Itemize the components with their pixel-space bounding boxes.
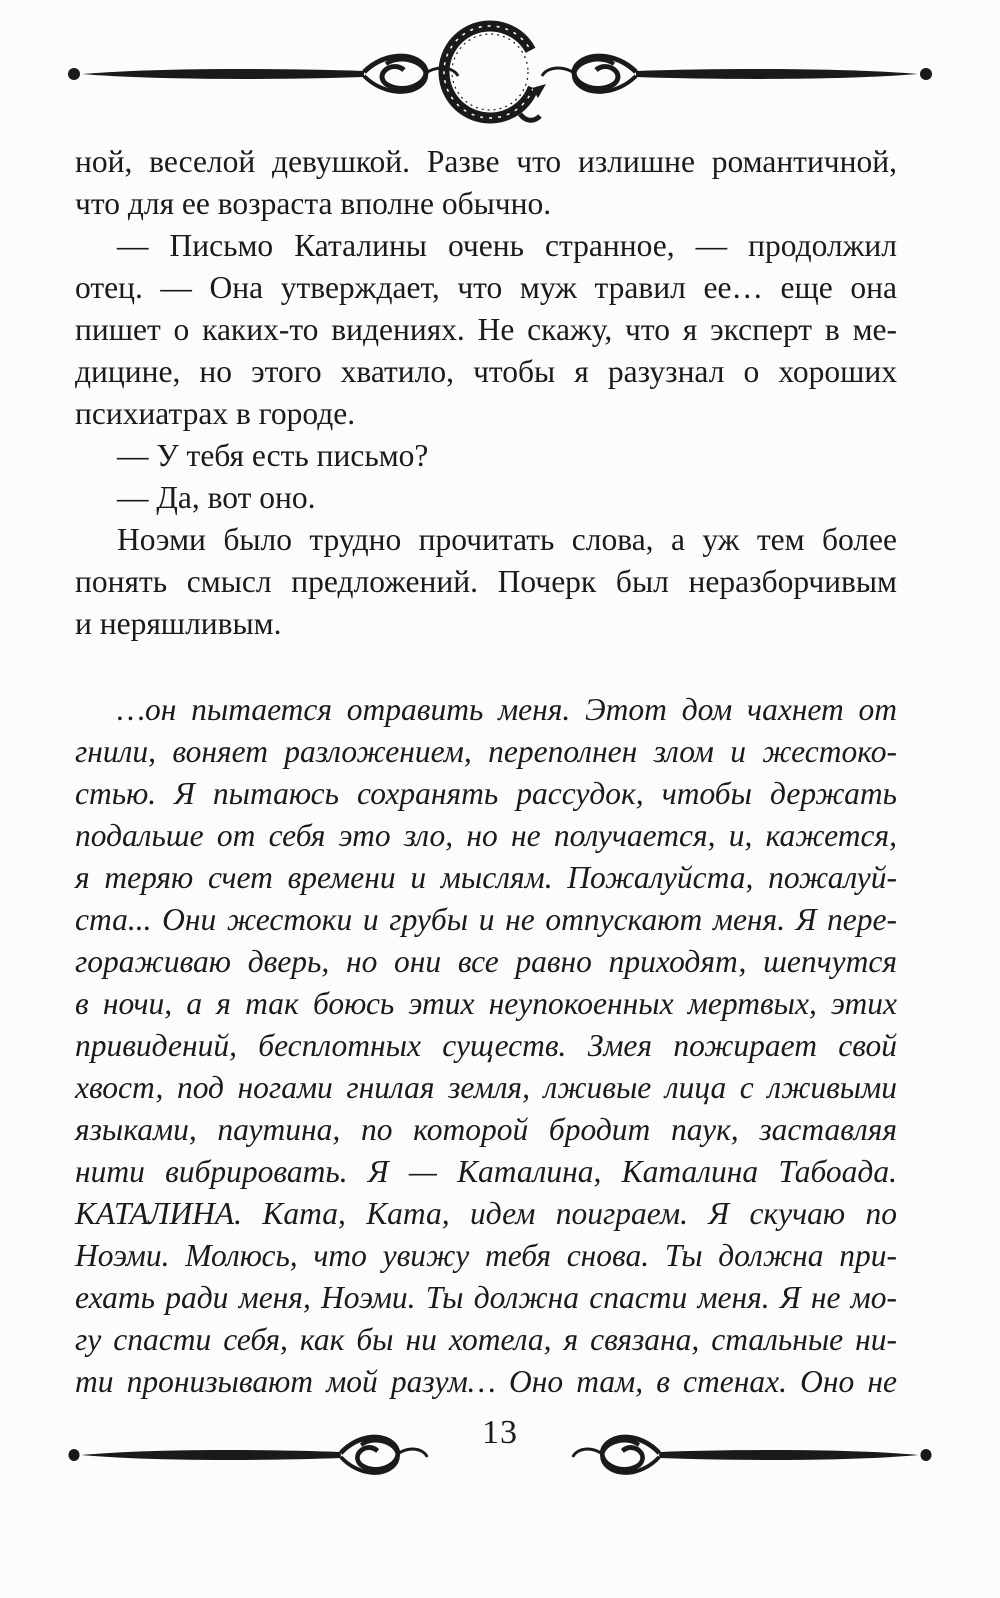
text-line: и неряшливым.	[75, 606, 282, 641]
paragraph-gap	[75, 645, 897, 689]
text-line: я теряю счет времени и мыслям. Пожалуйста, пожалуй-	[75, 860, 897, 895]
text-line: гнили, воняет разложением, переполнен злом и жестоко-	[75, 734, 897, 769]
text-line: ста... Они жестоки и грубы и не отпускают меня. Я пере-	[75, 902, 897, 937]
left-flourish-icon	[68, 56, 458, 92]
text-line: языками, паутина, по которой бродит паук, заставляя	[75, 1112, 897, 1147]
paragraph	[75, 477, 897, 519]
paragraph	[75, 225, 897, 435]
text-line: в ночи, а я так боюсь этих неупокоенных мертвых, этих	[75, 986, 897, 1021]
text-line: — У тебя есть письмо?	[117, 438, 429, 473]
text-line: …он пытается отравить меня. Этот дом чахнет от	[117, 692, 897, 727]
text-line: отец. — Она утверждает, что муж травил ее… еще она	[75, 270, 897, 305]
text-line: гораживаю дверь, но они все равно приходят, шепчутся	[75, 944, 897, 979]
right-flourish-icon	[542, 56, 932, 92]
paragraph	[75, 141, 897, 225]
ouroboros-icon	[431, 14, 549, 131]
body-text	[75, 141, 897, 1403]
top-ornament	[0, 14, 1000, 134]
text-line: психиатрах в городе.	[75, 396, 356, 431]
text-line: что для ее возраста вполне обычно.	[75, 186, 552, 221]
text-line: пишет о каких-то видениях. Не скажу, что я эксперт в ме-	[75, 312, 897, 347]
text-line: Ноэми было трудно прочитать слова, а уж тем более	[117, 522, 897, 557]
text-line: — Да, вот оно.	[117, 480, 316, 515]
text-line: ной, веселой девушкой. Разве что излишне романтичной,	[75, 144, 897, 179]
text-line: хвост, под ногами гнилая земля, лживые лица с лживыми	[75, 1070, 897, 1105]
text-line: дицине, но этого хватило, чтобы я разузнал о хороших	[75, 354, 897, 389]
letter-quote-paragraph	[75, 689, 897, 1403]
text-line: Ноэми. Молюсь, что увижу тебя снова. Ты должна при-	[75, 1238, 897, 1273]
paragraph	[75, 435, 897, 477]
text-line: подальше от себя это зло, но не получается, и, кажется,	[75, 818, 897, 853]
text-line: ти пронизывают мой разум… Оно там, в стенах. Оно не	[75, 1364, 897, 1399]
text-line: гу спасти себя, как бы ни хотела, я связана, стальные ни-	[75, 1322, 897, 1357]
text-line: нити вибрировать. Я — Каталина, Каталина Табоада.	[75, 1154, 897, 1189]
text-line: — Письмо Каталины очень странное, — продолжил	[117, 228, 897, 263]
text-line: стью. Я пытаюсь сохранять рассудок, чтобы держать	[75, 776, 897, 811]
text-line: привидений, бесплотных существ. Змея пожирает свой	[75, 1028, 897, 1063]
paragraph	[75, 519, 897, 645]
text-line: понять смысл предложений. Почерк был неразборчивым	[75, 564, 897, 599]
text-line: КАТАЛИНА. Ката, Ката, идем поиграем. Я скучаю по	[75, 1196, 897, 1231]
text-line: ехать ради меня, Ноэми. Ты должна спасти меня. Я не мо-	[75, 1280, 897, 1315]
page-number: 13	[482, 1414, 518, 1451]
